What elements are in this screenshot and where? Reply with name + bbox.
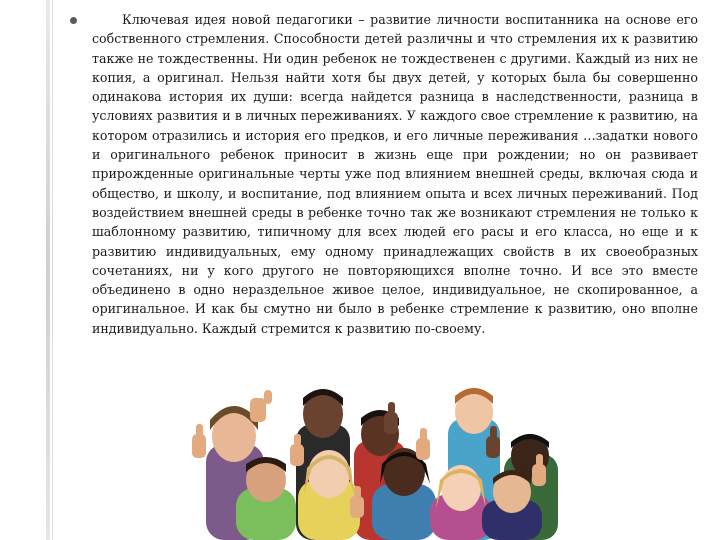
bullet-icon [70,17,77,24]
left-decorative-rule [46,0,50,540]
left-decorative-rule-thin [52,0,53,540]
body-text-block [92,10,698,338]
children-thumbs-up-photo [186,384,562,540]
body-paragraph: Ключевая идея новой педагогики – развитие личности воспитанника на основе его собственного стремления. Способности детей различны и что стремления их к развитию также не тождественны. Ни один ребенок не тождественен с другими. Каждый из них не копия, а оригинал. Нельзя найти хотя бы двух детей, у которых была бы совершенно одинакова история их души: всегда найдется разница в наследственности, разница в условиях развития и в личных переживаниях. У каждого свое стремление к развитию, на котором отразились и история его предков, и его личные переживания …задатки нового и оригинального ребенок приносит в жизнь еще при рождении; но он развивает прирожденные оригинальные черты уже под влиянием внешней среды, включая сюда и общество, и школу, и воспитание, под влиянием опыта и всех личных переживаний. Под воздействием внешней среды в ребенке точно так же возникают стремления не только к шаблонному развитию, типичному для всех людей его расы и его класса, но еще и к развитию индивидуальных, ему одному принадлежащих свойств в их своеобразных сочетаниях, ни у кого другого не повторяющихся вполне точно. И все это вместе объединено в одно нераздельное живое целое, индивидуальное, не скопированное, а оригинальное. И как бы смутно ни было в ребенке стремление к развитию, оно вполне индивидуально. Каждый стремится к развитию по-своему. [92,12,698,336]
